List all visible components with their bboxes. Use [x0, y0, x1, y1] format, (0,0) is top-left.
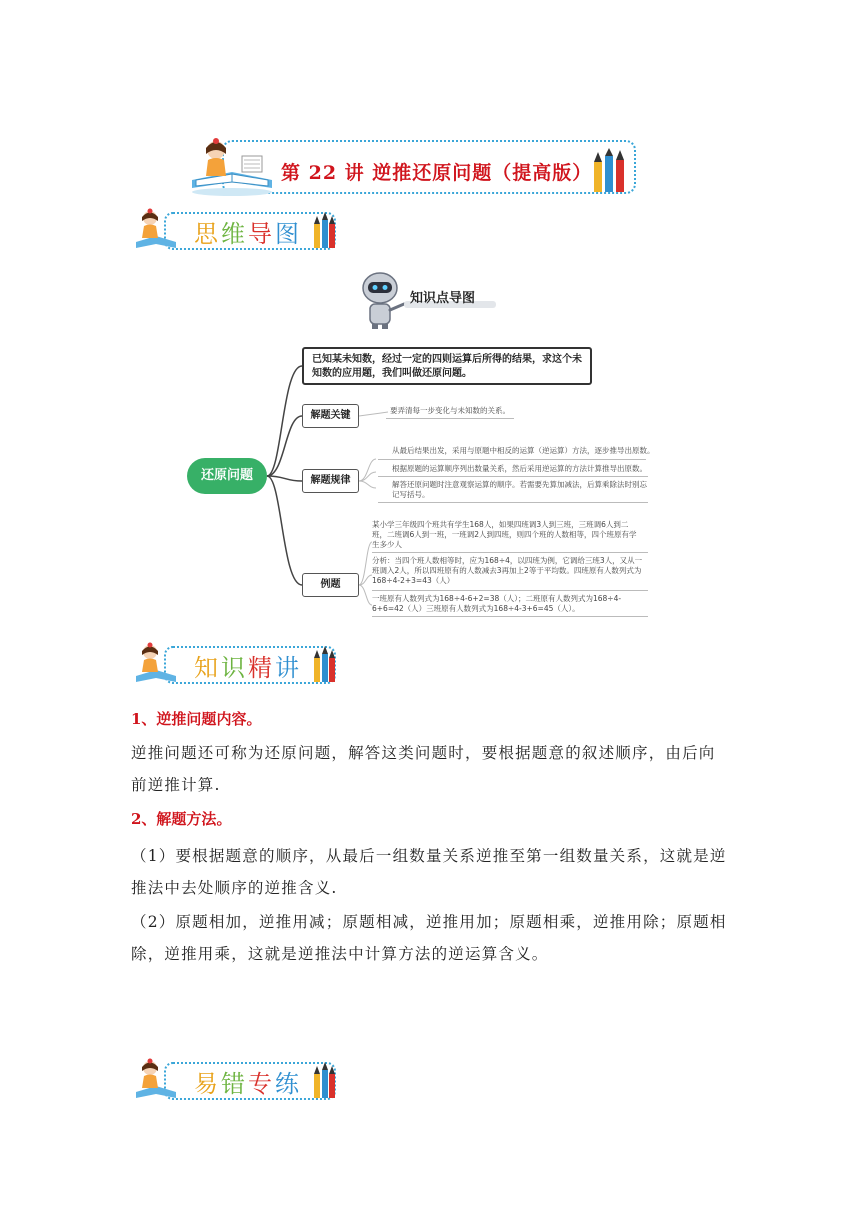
banner-char: 识 [221, 654, 248, 682]
pencils-icon [312, 1062, 336, 1100]
paragraph: （2）原题相加，逆推用减；原题相减，逆推用加；原题相乘，逆推用除；原题相除，逆推用乘，这就是逆推法中计算方法的逆运算含义。 [131, 913, 727, 963]
mindmap-node-rule: 解题规律 [302, 469, 359, 493]
banner-char: 错 [221, 1070, 248, 1098]
girl-reading-icon [134, 642, 180, 686]
mindmap-leaf: 某小学三年级四个班共有学生168人，如果四班调3人到三班，三班调6人到二班，二班调6人到一班，一班调2人到四班，则四个班的人数相等，四个班原有学生多少人 [372, 520, 637, 549]
section-banner-knowledge [134, 642, 334, 686]
mindmap-leaf: 根据原题的运算顺序列出数量关系，然后采用逆运算的方法计算推导出原数。 [392, 464, 647, 473]
banner-char: 精 [248, 654, 275, 682]
mindmap-leaf: 分析：当四个班人数相等时，应为168÷4，以四班为例，它调给三班3人，又从一班调入2人，所以四班原有的人数减去3再加上2等于平均数。四班原有人数列式为168÷4-2+3=43（人） [372, 556, 643, 585]
banner-char: 练 [275, 1070, 302, 1098]
leaf-underline [372, 590, 648, 591]
mindmap-node-key: 解题关键 [302, 404, 359, 428]
banner-char: 专 [248, 1070, 275, 1098]
page-title: 第 22 讲 逆推还原问题（提高版） [281, 162, 593, 184]
banner-char: 图 [275, 220, 302, 248]
mindmap-definition-node: 已知某未知数，经过一定的四则运算后所得的结果，求这个未知数的应用题，我们叫做还原问题。 [302, 347, 592, 385]
section-banner-practice [134, 1058, 334, 1102]
mindmap-leaf: 解答还原问题时注意观察运算的顺序。若需要先算加减法，后算乘除法时别忘记写括号。 [392, 480, 647, 499]
leaf-underline [386, 418, 514, 419]
mindmap-root-node: 还原问题 [187, 458, 267, 494]
mindmap-leaf: 从最后结果出发，采用与原题中相反的运算（逆运算）方法，逐步推导出原数。 [392, 446, 655, 455]
mindmap-title: 知识点导图 [410, 291, 476, 306]
banner-char: 维 [221, 220, 248, 248]
banner-title [194, 648, 302, 683]
leaf-underline [372, 616, 648, 617]
banner-char: 导 [248, 220, 275, 248]
section-heading: 2、解题方法。 [131, 810, 232, 828]
paragraph: 逆推问题还可称为还原问题，解答这类问题时，要根据题意的叙述顺序，由后向前逆推计算. [131, 744, 716, 794]
pencils-icon [312, 646, 336, 684]
paragraph: （1）要根据题意的顺序，从最后一组数量关系逆推至第一组数量关系，这就是逆推法中去处顺序的逆推含义. [131, 847, 727, 897]
banner-char: 思 [194, 220, 221, 248]
mindmap-leaf: 要弄清每一步变化与未知数的关系。 [390, 406, 510, 415]
mindmap-leaf: 一班原有人数列式为168÷4-6+2=38（人）；二班原有人数列式为168÷4-6+6=42（人）三班原有人数列式为168÷4-3+6=45（人）。 [372, 594, 622, 613]
banner-char: 讲 [275, 654, 302, 682]
banner-title [194, 1064, 302, 1099]
leaf-underline [372, 552, 648, 553]
girl-reading-icon [134, 1058, 180, 1102]
leaf-underline [378, 502, 648, 503]
section-heading: 1、逆推问题内容。 [131, 710, 262, 728]
leaf-underline [378, 476, 648, 477]
mindmap-node-example: 例题 [302, 573, 359, 597]
banner-char: 知 [194, 654, 221, 682]
leaf-underline [378, 459, 646, 460]
banner-char: 易 [194, 1070, 221, 1098]
